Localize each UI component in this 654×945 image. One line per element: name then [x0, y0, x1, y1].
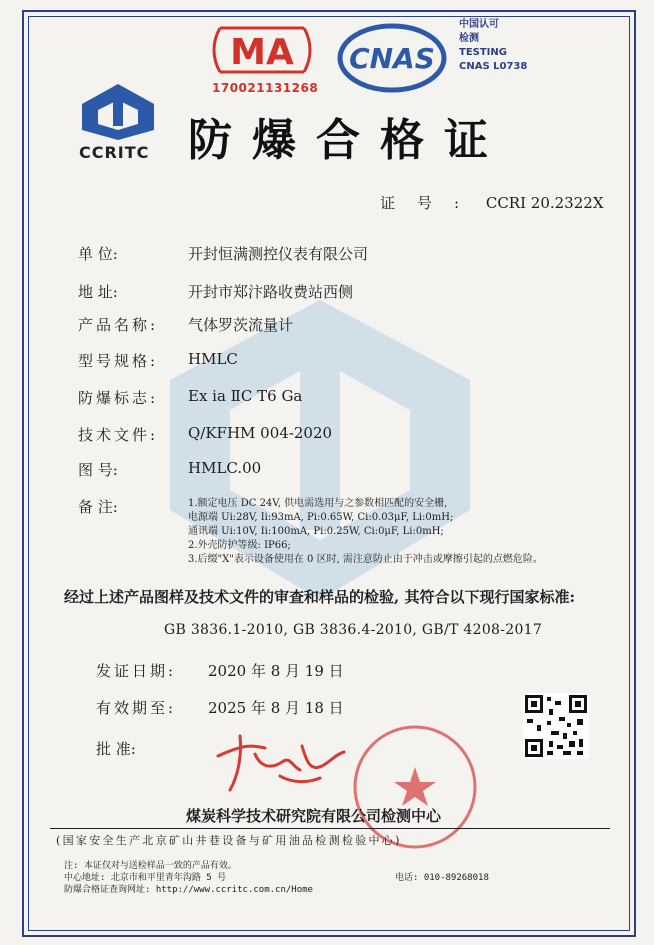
footer-address: 中心地址: 北京市和平里青年沟路 5 号 — [64, 873, 227, 883]
certificate-number — [380, 192, 604, 213]
certificate-title: 防爆合格证 — [188, 115, 508, 166]
field-label-address: 地 址: — [78, 283, 118, 301]
accred-line: 检测 — [459, 33, 479, 44]
standards-list: GB 3836.1-2010, GB 3836.4-2010, GB/T 4208-2017 — [164, 622, 543, 638]
approved-by-label: 批 准: — [96, 740, 136, 758]
field-label-tech-docs: 技术文件: — [78, 426, 159, 444]
note-line: 通讯端 Ui:10V, Ii:100mA, Pi:0.25W, Ci:0μF, Li:0mH; — [188, 526, 444, 537]
svg-text:MA: MA — [230, 32, 294, 73]
cnas-logo-icon — [336, 22, 448, 94]
cert-number-label: 证号: — [380, 194, 482, 212]
note-line: 2.外壳防护等级: IP66; — [188, 540, 291, 551]
field-value-address: 开封市郑汴路收费站西侧 — [188, 283, 354, 301]
note-line: 1.额定电压 DC 24V, 供电需选用与之参数相匹配的安全栅, — [188, 498, 448, 509]
field-label-ex-marking: 防爆标志: — [78, 389, 159, 407]
footer-query-url: 防爆合格证查询网址: http://www.ccritc.com.cn/Home — [64, 885, 313, 895]
issuing-institute: 煤炭科学技术研究院有限公司检测中心 — [186, 807, 442, 825]
footer-note: 注: 本证仅对与送检样品一致的产品有效。 — [64, 861, 237, 871]
accreditation-block — [459, 18, 527, 74]
cma-logo-icon — [212, 22, 312, 78]
note-line: 3.后缀"X"表示设备使用在 0 区时, 需注意防止由于冲击或摩擦引起的点燃危险。 — [188, 554, 543, 565]
remarks-notes — [188, 497, 608, 567]
field-value-drawing-no: HMLC.00 — [188, 459, 262, 477]
issue-date-label: 发证日期: — [96, 662, 177, 680]
qr-code-icon — [523, 693, 589, 759]
ccritc-brand: CCRITC — [79, 143, 150, 162]
field-label-unit: 单 位: — [78, 245, 118, 263]
field-value-tech-docs: Q/KFHM 004-2020 — [188, 424, 333, 442]
footer-phone: 电话: 010-89268018 — [395, 873, 489, 883]
note-line: 电源端 Ui:28V, Ii:93mA, Pi:0.65W, Ci:0.03μF, Li:0mH; — [188, 512, 454, 523]
field-value-product-name: 气体罗茨流量计 — [188, 316, 294, 334]
accred-line: 中国认可 — [459, 19, 499, 30]
ccritc-logo-icon — [78, 82, 158, 142]
issue-date-value: 2020 年 8 月 19 日 — [208, 662, 344, 680]
conformity-statement: 经过上述产品图样及技术文件的审查和样品的检验, 其符合以下现行国家标准: — [64, 588, 575, 606]
ma-number: 170021131268 — [212, 81, 319, 95]
field-value-unit: 开封恒满测控仪表有限公司 — [188, 245, 369, 263]
field-value-ex-marking: Ex ia ⅡC T6 Ga — [188, 387, 303, 405]
field-label-remarks: 备 注: — [78, 498, 118, 516]
signature-icon — [210, 726, 350, 796]
field-label-drawing-no: 图 号: — [78, 461, 118, 479]
testing-center-name: (国家安全生产北京矿山井巷设备与矿用油品检测检验中心) — [56, 834, 402, 847]
svg-text:CNAS: CNAS — [349, 42, 435, 75]
valid-until-value: 2025 年 8 月 18 日 — [208, 699, 344, 717]
cert-number-value: CCRI 20.2322X — [485, 194, 604, 212]
accred-line: CNAS L0738 — [459, 61, 528, 72]
divider — [50, 828, 610, 829]
field-value-model: HMLC — [188, 350, 238, 368]
valid-until-label: 有效期至: — [96, 699, 177, 717]
field-label-product-name: 产品名称: — [78, 316, 159, 334]
accred-line: TESTING — [459, 47, 507, 58]
field-label-model: 型号规格: — [78, 352, 159, 370]
